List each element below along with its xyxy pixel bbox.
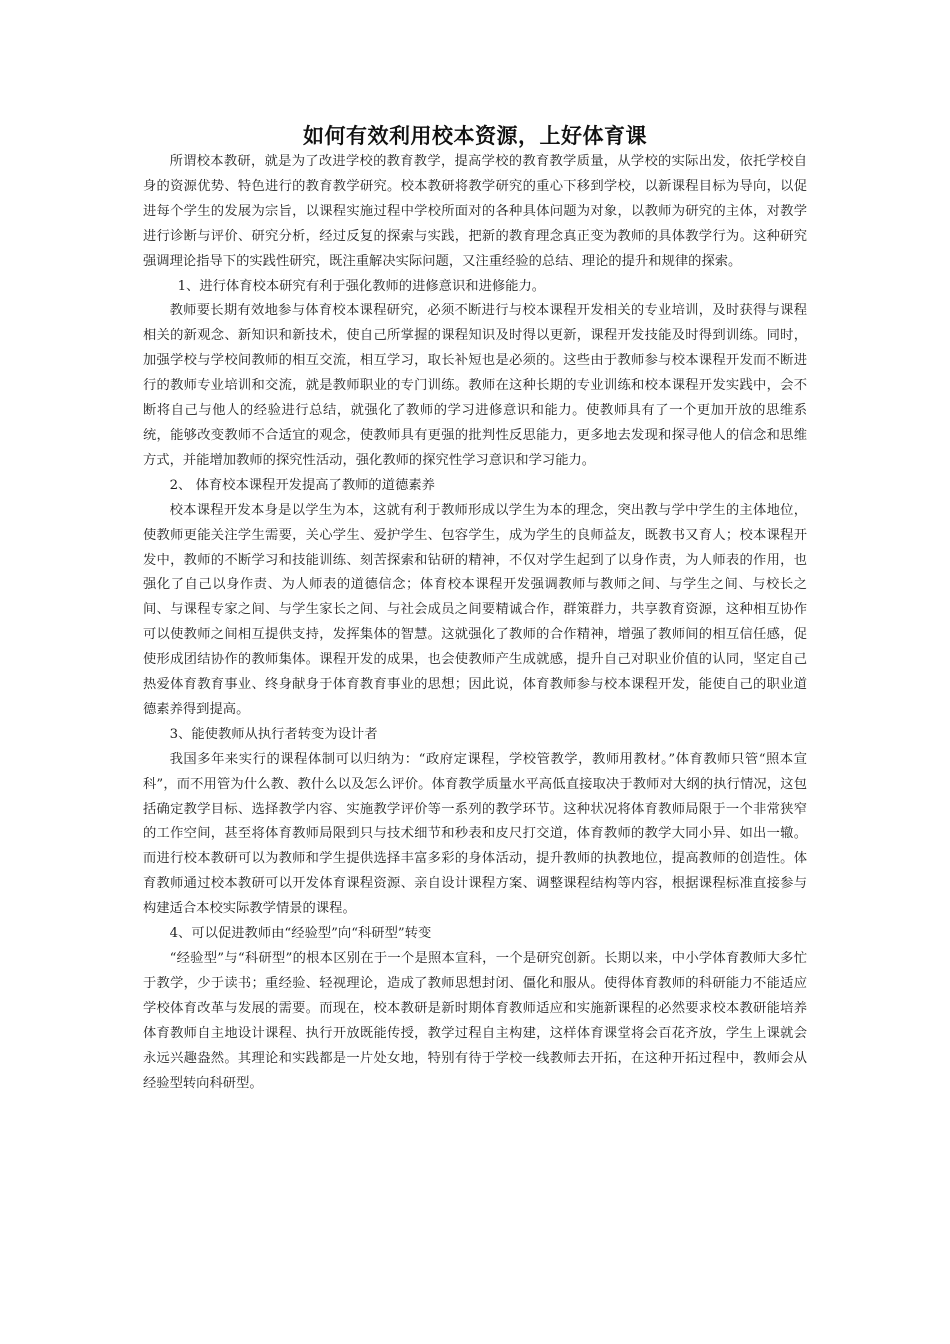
section-paragraph-1: 教师要长期有效地参与体育校本课程研究，必须不断进行与校本课程开发相关的专业培训，及时获得与课程相关的新观念、新知识和新技术，使自己所掌握的课程知识及时得以更新，课程开发技能及时得到训练。同时，加强学校与学校间教师的相互交流，相互学习，取长补短也是必须的。这些由于教师参与校本课程开发而不断进行的教师专业培训和交流，就是教师职业的专门训练。教师在这种长期的专业训练和校本课程开发实践中，会不断将自己与他人的经验进行总结，就强化了教师的学习进修意识和能力。使教师具有了一个更加开放的思维系统，能够改变教师不合适宜的观念，使教师具有更强的批判性反思能力，更多地去发现和探寻他人的信念和思维方式，并能增加教师的探究性活动，强化教师的探究性学习意识和学习能力。 (143, 303, 807, 468)
intro-paragraph: 所谓校本教研，就是为了改进学校的教育教学，提高学校的教育教学质量，从学校的实际出发，依托学校自身的资源优势、特色进行的教育教学研究。校本教研将教学研究的重心下移到学校，以新课程目标为导向，以促进每个学生的发展为宗旨，以课程实施过程中学校所面对的各种具体问题为对象，以教师为研究的主体，对教学进行诊断与评价、研究分析，经过反复的探索与实践，把新的教育理念真正变为教师的具体教学行为。这种研究强调理论指导下的实践性研究，既注重解决实际问题，又注重经验的总结、理论的提升和规律的探索。 (143, 154, 807, 269)
section-heading-4: 4、可以促进教师由“经验型”向“科研型”转变 (169, 926, 432, 942)
section-paragraph-4: “经验型”与“科研型”的根本区别在于一个是照本宣科，一个是研究创新。长期以来，中小学体育教师大多忙于教学，少于读书；重经验、轻视理论，造成了教师思想封闭、僵化和服从。使得体育教师的科研能力不能适应学校体育改革与发展的需要。而现在，校本教研是新时期体育教师适应和实施新课程的必然要求校本教研能培养体育教师自主地设计课程、执行开放既能传授，教学过程自主构建，这样体育课堂将会百花齐放，学生上课就会永远兴趣盎然。其理论和实践都是一片处女地，特别有待于学校一线教师去开拓，在这种开拓过程中，教师会从经验型转向科研型。 (143, 951, 807, 1091)
section-paragraph-2: 校本课程开发本身是以学生为本，这就有利于教师形成以学生为本的理念，突出教与学中学生的主体地位，使教师更能关注学生需要，关心学生、爱护学生、包容学生，成为学生的良师益友，既教书又育人；校本课程开发中，教师的不断学习和技能训练、刻苦探索和钻研的精神，不仅对学生起到了以身作责，为人师表的作用，也强化了自己以身作责、为人师表的道德信念；体育校本课程开发强调教师与教师之间、与学生之间、与校长之间、与课程专家之间、与学生家长之间、与社会成员之间要精诚合作，群策群力，共享教育资源，这种相互协作可以使教师之间相互提供支持，发挥集体的智慧。这就强化了教师的合作精神，增强了教师间的相互信任感，促使形成团结协作的教师集体。课程开发的成果，也会使教师产生成就感，提升自己对职业价值的认同，坚定自己热爱体育教育事业、终身献身于体育教育事业的思想；因此说，体育教师参与校本课程开发，能使自己的职业道德素养得到提高。 (143, 502, 807, 717)
section-heading-2: 2、 体育校本课程开发提高了教师的道德素养 (169, 477, 435, 493)
section-paragraph-3: 我国多年来实行的课程体制可以归纳为：“政府定课程，学校管教学，教师用教材。”体育教师只管“照本宣科”，而不用管为什么教、教什么以及怎么评价。体育教学质量水平高低直接取决于教师对大纲的执行情况，这包括确定教学目标、选择教学内容、实施教学评价等一系列的教学环节。这种状况将体育教师局限于一个非常狭窄的工作空间，甚至将体育教师局限到只与技术细节和秒表和皮尺打交道，体育教师的教学大同小异、如出一辙。而进行校本教研可以为教师和学生提供选择丰富多彩的身体活动，提升教师的执教地位，提高教师的创造性。体育教师通过校本教研可以开发体育课程资源、亲自设计课程方案、调整课程结构等内容，根据课程标准直接参与构建适合本校实际教学情景的课程。 (143, 751, 807, 917)
document-title: 如何有效利用校本资源，上好体育课 (303, 124, 647, 148)
section-heading-3: 3、能使教师从执行者转变为设计者 (169, 726, 378, 742)
section-heading-1: 1、进行体育校本研究有利于强化教师的进修意识和进修能力。 (177, 278, 546, 294)
document-body (143, 150, 807, 1096)
